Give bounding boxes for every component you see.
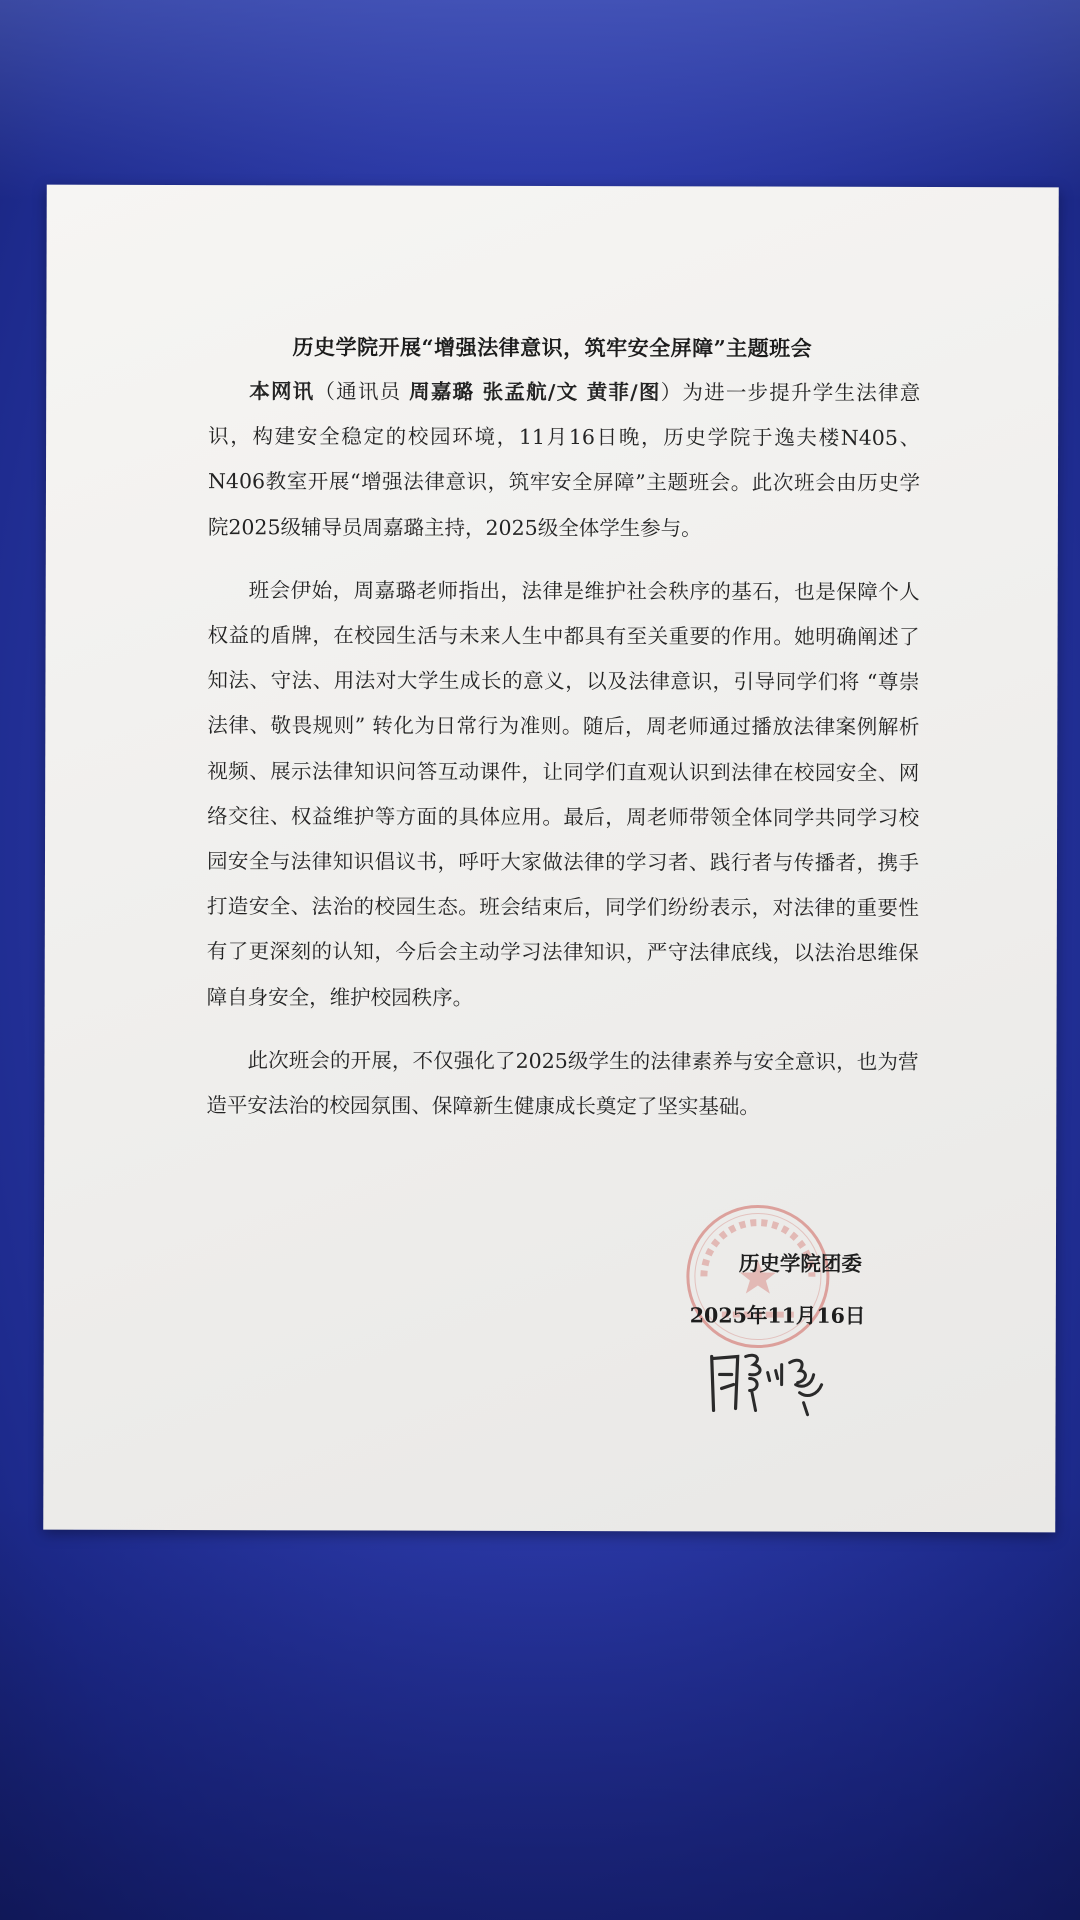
- document-title: 历史学院开展“增强法律意识，筑牢安全屏障”主题班会: [292, 334, 813, 361]
- byline-credit-names: 周嘉璐 张孟航/文 黄菲/图: [409, 379, 661, 405]
- paragraph-3: 此次班会的开展，不仅强化了2025级学生的法律素养与安全意识，也为营造平安法治的校园氛围、保障新生健康成长奠定了坚实基础。: [206, 1048, 919, 1119]
- paper-document: [43, 185, 1059, 1533]
- handwritten-signature: [704, 1344, 834, 1424]
- paragraph-1-text: 为进一步提升学生法律意识，构建安全稳定的校园环境，11月16日晚，历史学院于逸夫楼N405、N406教室开展“增强法律意识，筑牢安全屏障”主题班会。此次班会由历史学院2025级辅导员周嘉璐主持，2025级全体学生参与。: [207, 380, 921, 541]
- background-bottom-shadow: [0, 1500, 1080, 1920]
- issuing-organization: 历史学院团委: [738, 1251, 862, 1276]
- document-body: [206, 369, 920, 1148]
- paragraph-2: 班会伊始，周嘉璐老师指出，法律是维护社会秩序的基石，也是保障个人权益的盾牌，在校园生活与未来人生中都具有至关重要的作用。她明确阐述了知法、守法、用法对大学生成长的意义，以及法律意识，引导同学们将 “尊崇法律、敬畏规则” 转化为日常行为准则。随后，周老师通过播放法律案例解析视频、展示法律知识问答互动课件，让同学们直观认识到法律在校园安全、网络交往、权益维护等方面的具体应用。最后，周老师带领全体同学共同学习校园安全与法律知识倡议书，呼吁大家做法律的学习者、践行者与传播者，携手打造安全、法治的校园生态。班会结束后，同学们纷纷表示，对法律的重要性有了更深刻的认知，今后会主动学习法律知识，严守法律底线，以法治思维保障自身安全，维护校园秩序。: [206, 578, 920, 1010]
- issue-date: 2025年11月16日: [689, 1303, 866, 1328]
- paragraph-1: [208, 369, 920, 552]
- byline-lead: 本网讯: [249, 379, 315, 404]
- byline-credit-suffix: ）: [660, 380, 683, 405]
- byline-credit-prefix: （通讯员: [314, 379, 410, 404]
- background-top-light: [0, 0, 1080, 200]
